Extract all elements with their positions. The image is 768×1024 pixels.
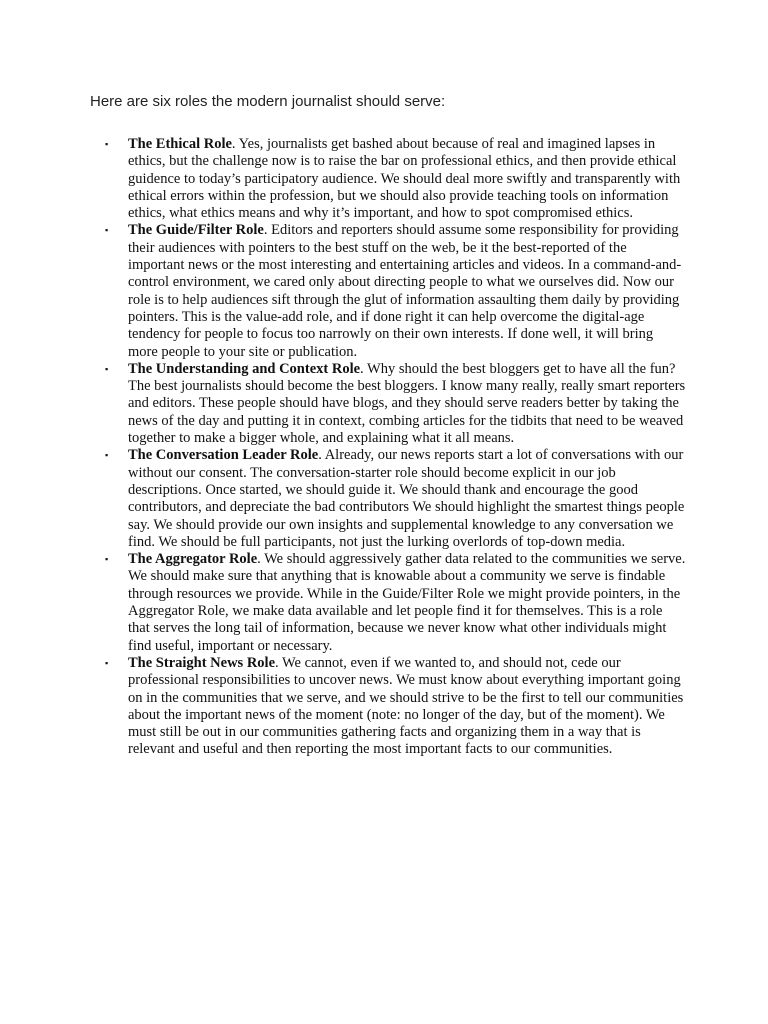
role-title: The Understanding and Context Role <box>128 360 361 377</box>
role-description: . We cannot, even if we wanted to, and should not, cede our professional responsibilities to uncover news. We must know about everything important going on in the communities that we serve, and we should strive to be the first to tell our communities about the important news of the moment (note: no longer of the day, but of the moment). We must still be out in our communities gathering facts and organizing them in a way that is relevant and useful and then reporting the most important facts to our communities. <box>128 654 684 758</box>
role-description: . Already, our news reports start a lot of conversations with our without our consent. The conversation-starter role should become explicit in our job descriptions. Once started, we should guide it. We should thank and encourage the good contributors, and depreciate the bad contributors We should highlight the smartest things people say. We should provide our own insights and supplemental knowledge to any conversation we find. We should be full participants, not just the lurking overlords of top-down media. <box>128 447 685 550</box>
role-description: . Yes, journalists get bashed about because of real and imagined lapses in ethics, but the challenge now is to raise the bar on professional ethics, and then provide ethical guidence to today’s participatory audience. We should deal more swiftly and transparently with ethical errors within the profession, but we should also provide teaching tools on information ethics, what ethics means and why it’s important, and how to spot compromised ethics. <box>128 136 681 222</box>
role-description: . We should aggressively gather data related to the communities we serve. We should make sure that anything that is knowable about a community we serve is findable through resources we provide. While in the Guide/Filter Role we might provide pointers, in the Aggregator Role, we make data available and let people find it for themselves. This is a role that serves the long tail of information, because we never know what other individuals might find useful, important or necessary. <box>128 551 686 654</box>
role-description: . Why should the best bloggers get to have all the fun? The best journalists should become the best bloggers. I know many really, really smart reporters and editors. These people should have blogs, and they should serve readers better by taking the news of the day and putting it in context, combing articles for the tidbits that need to be weaved together to make a bigger whole, and explaining what it all means. <box>128 360 686 447</box>
bullet-icon: ▪ <box>105 225 109 236</box>
list-item-understanding-context-role <box>96 361 686 447</box>
role-title: The Aggregator Role <box>128 551 258 568</box>
list-item-aggregator-role <box>96 551 686 655</box>
list-item-straight-news-role <box>96 655 686 759</box>
list-item-guide-filter-role <box>96 222 686 360</box>
bullet-icon: ▪ <box>105 450 109 461</box>
roles-list <box>96 136 686 759</box>
role-description: . Editors and reporters should assume some responsibility for providing their audiences with pointers to the best stuff on the web, be it the best-reported of the important news or the most interesting and entertaining articles and videos. In a command-and-control environment, we cared only about directing people to what we ourselves did. Now our role is to help audiences sift through the glut of information assaulting them daily by providing pointers. This is the value-add role, and if done right it can help overcome the digital-age tendency for people to focus too narrowly on their own interests. If done well, it will bring more people to your site or publication. <box>128 222 682 360</box>
bullet-icon: ▪ <box>105 363 109 374</box>
bullet-icon: ▪ <box>105 554 109 565</box>
bullet-icon: ▪ <box>105 657 109 668</box>
role-title: The Straight News Role <box>128 654 276 671</box>
list-item-ethical-role <box>96 136 686 222</box>
list-item-conversation-leader-role <box>96 447 686 551</box>
intro-text: Here are six roles the modern journalist should serve: <box>90 93 446 110</box>
role-title: The Guide/Filter Role <box>128 222 264 239</box>
role-title: The Conversation Leader Role <box>128 447 319 464</box>
role-title: The Ethical Role <box>128 136 232 152</box>
bullet-icon: ▪ <box>105 139 109 149</box>
